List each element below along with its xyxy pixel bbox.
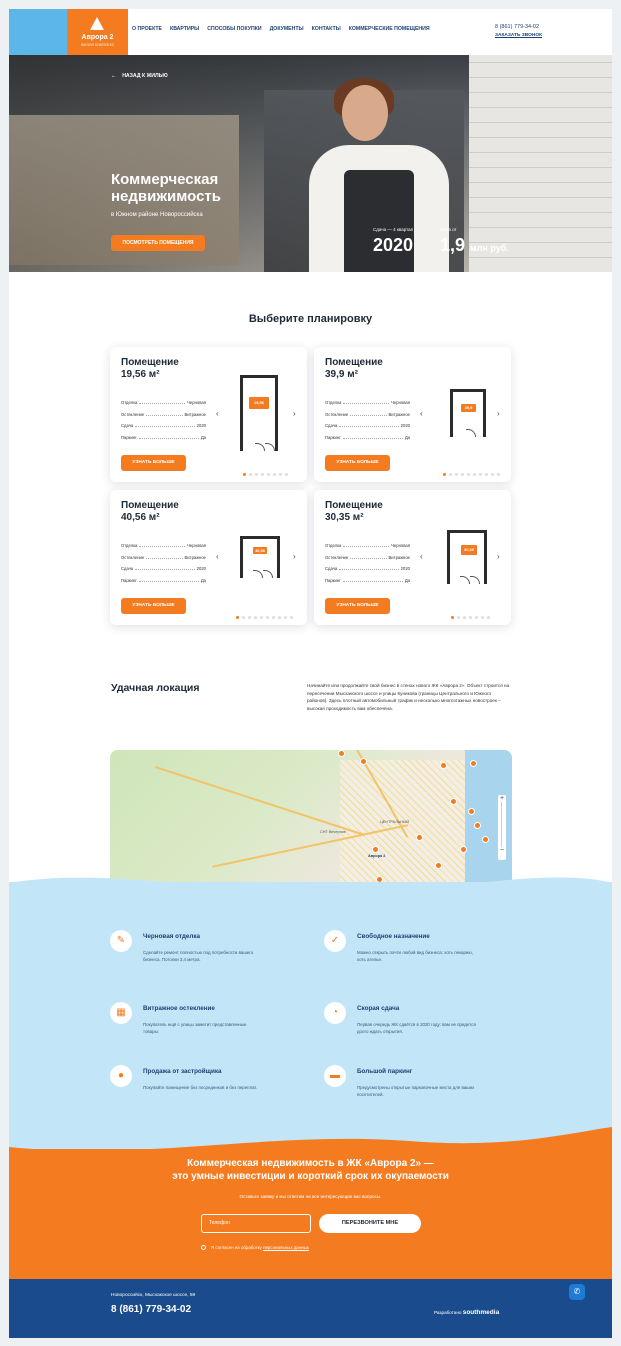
footer (9, 1279, 612, 1338)
chevron-left-icon[interactable]: ‹ (216, 552, 219, 561)
feature-title: Витражное остекление (143, 1005, 215, 1012)
nav-item-commercial[interactable]: КОММЕРЧЕСКИЕ ПОМЕЩЕНИЯ (348, 26, 430, 32)
card-title: Помещение 40,56 м² (121, 500, 179, 523)
chevron-right-icon[interactable]: › (293, 409, 296, 418)
plan-area-tag: 39,9 (461, 404, 476, 412)
floor-plan (240, 375, 278, 451)
view-premises-button[interactable]: ПОСМОТРЕТЬ ПОМЕЩЕНИЯ (111, 235, 205, 251)
feature-title: Черновая отделка (143, 933, 200, 940)
premise-card (314, 347, 511, 482)
logo[interactable] (67, 9, 128, 55)
price-value-row (440, 235, 509, 256)
plan-area-tag: 19,56 (249, 397, 269, 409)
chevron-left-icon[interactable]: ‹ (420, 409, 423, 418)
price-stat (440, 227, 509, 256)
nav-item-purchase[interactable]: СПОСОБЫ ПОКУПКИ (207, 26, 262, 32)
feature-text: Покупайте помещение без посредников и без переплат. (143, 1085, 258, 1090)
card-specs: Отделка Черновая Остекление Витражное Сдача 2020 Паркинг Да (325, 400, 410, 440)
carousel-dots[interactable] (443, 473, 500, 476)
map-road (155, 766, 365, 836)
logo-name: Аврора 2 (81, 34, 114, 41)
premise-card (314, 490, 511, 625)
price-label: Цена от (440, 227, 457, 232)
piggy-bank-icon: ● (110, 1065, 132, 1087)
consent-label: Я согласен на обработку (211, 1245, 262, 1250)
callback-button[interactable]: ПЕРЕЗВОНИТЕ МНЕ (319, 1214, 421, 1233)
hero-subtitle: в Южном районе Новороссийска (111, 212, 203, 218)
map-pin-icon[interactable] (470, 760, 477, 767)
carousel-dots[interactable] (451, 616, 490, 619)
clock-icon: ◔ (324, 1002, 346, 1024)
nav-item-documents[interactable]: ДОКУМЕНТЫ (269, 26, 304, 32)
map-zoom-control[interactable] (498, 795, 506, 860)
personal-data-link[interactable]: персональных данных (263, 1245, 309, 1250)
header (9, 9, 612, 55)
chevron-left-icon[interactable]: ‹ (420, 552, 423, 561)
planning-title: Выберите планировку (248, 313, 373, 325)
map-label: ЦЕНТРАЛЬНЫЙ (380, 820, 410, 824)
map-pin-icon[interactable] (416, 834, 423, 841)
car-icon: ▬ (324, 1065, 346, 1087)
feature-text: Покупатель ещё с улицы заметит представленные товары. (143, 1022, 247, 1034)
location-title: Удачная локация (111, 682, 200, 694)
callback-link[interactable]: ЗАКАЗАТЬ ЗВОНОК (495, 33, 543, 38)
cta-subtitle: Оставьте заявку и мы ответим на все интересующие вас вопросы. (239, 1194, 382, 1199)
premise-card (110, 347, 307, 482)
map-pin-icon[interactable] (440, 762, 447, 769)
map-pin-icon[interactable] (482, 836, 489, 843)
card-specs: Отделка Черновая Остекление Витражное Сдача 2020 Паркинг Да (325, 543, 410, 583)
footer-address: Новороссийск, Мысхакское шоссе, 59 (111, 1293, 196, 1298)
phone-icon[interactable]: ✆ (569, 1284, 585, 1300)
location-text: Начинайте или продолжайте свой бизнес в стенах нового ЖК «Аврора 2». Объект строится на пересечении Мысхакского шоссе и улицы Куникова (границы Центрального и Южного районов). Здесь плотный автомобильный трафик и несколько многоэтажных новостроек – высокая проходимость вам обеспечена. (307, 683, 510, 711)
map-label: СНТ Вечерние (320, 830, 346, 834)
consent-checkbox[interactable] (201, 1245, 309, 1250)
feature-text: Первая очередь ЖК сдаётся в 2020 году: вам не придется долго ждать открытия. (357, 1022, 476, 1034)
map-pin-icon[interactable] (468, 808, 475, 815)
footer-phone[interactable]: 8 (861) 779-34-02 (111, 1304, 192, 1315)
feature-title: Большой паркинг (357, 1068, 413, 1075)
floor-plan (240, 536, 280, 578)
learn-more-button[interactable]: УЗНАТЬ БОЛЬШЕ (325, 455, 390, 471)
wave-divider-orange (9, 1127, 612, 1157)
feature-text: Можно открыть почти любой вид бизнеса: хоть пекарню, хоть ателье. (357, 950, 473, 962)
learn-more-button[interactable]: УЗНАТЬ БОЛЬШЕ (121, 598, 186, 614)
plan-area-tag: 40,56 (254, 548, 265, 553)
zoom-in-icon[interactable]: + (499, 795, 505, 802)
nav-item-apartments[interactable]: КВАРТИРЫ (170, 26, 200, 32)
main-nav (132, 26, 430, 32)
price-value: 1,9 (440, 235, 466, 255)
nav-item-about[interactable]: О ПРОЕКТЕ (132, 26, 163, 32)
chevron-right-icon[interactable]: › (293, 552, 296, 561)
chevron-right-icon[interactable]: › (497, 409, 500, 418)
radio-icon[interactable] (201, 1245, 206, 1250)
map-pin-icon[interactable] (474, 822, 481, 829)
card-title: Помещение 19,56 м² (121, 357, 179, 380)
card-specs: Отделка Черновая Остекление Витражное Сдача 2020 Паркинг Да (121, 400, 206, 440)
floor-plan (450, 389, 486, 437)
feature-text: Предусмотрены открытые парковочные места для ваших посетителей. (357, 1085, 475, 1097)
cta-title: Коммерческая недвижимость в ЖК «Аврора 2» — это умные инвестиции и короткий срок их окупаемости (172, 1158, 449, 1182)
feature-title: Продажа от застройщика (143, 1068, 222, 1075)
nav-item-contacts[interactable]: КОНТАКТЫ (311, 26, 341, 32)
learn-more-button[interactable]: УЗНАТЬ БОЛЬШЕ (325, 598, 390, 614)
logo-mark-icon (90, 17, 104, 30)
back-link[interactable] (111, 73, 168, 79)
logo-subtitle: ЖИЛОЙ КОМПЛЕКС (80, 43, 115, 47)
carousel-dots[interactable] (243, 473, 288, 476)
paint-roller-icon: ✎ (110, 930, 132, 952)
map-pin-icon[interactable] (460, 846, 467, 853)
chevron-right-icon[interactable]: › (497, 552, 500, 561)
zoom-out-icon[interactable]: − (499, 847, 505, 854)
feature-title: Свободное назначение (357, 933, 430, 940)
plan-area-tag: 30,35 (461, 545, 477, 555)
wave-divider (9, 869, 612, 909)
developer-credit[interactable]: Разработано southmedia (434, 1309, 500, 1316)
price-unit: млн руб. (470, 243, 509, 253)
delivery-value: 2020 (373, 235, 414, 255)
arrow-left-icon: ← (111, 73, 117, 79)
hero (9, 55, 612, 272)
map-pin-icon[interactable] (450, 798, 457, 805)
map-label-project: Аврора 2 (368, 854, 386, 858)
chevron-left-icon[interactable]: ‹ (216, 409, 219, 418)
window-icon: ▦ (110, 1002, 132, 1024)
premise-card (110, 490, 307, 625)
map-pin-icon[interactable] (360, 758, 367, 765)
feature-text: Сделайте ремонт полностью под потребности вашего бизнеса. Потолки 3,4 метра. (143, 950, 254, 962)
carousel-dots[interactable] (236, 616, 293, 619)
card-title: Помещение 39,9 м² (325, 357, 383, 380)
delivery-label: Сдача — 4 квартал (373, 227, 414, 232)
back-link-label: НАЗАД К ЖИЛЬЮ (122, 73, 168, 79)
floor-plan (447, 530, 487, 584)
phone-input[interactable]: Телефон (201, 1214, 311, 1233)
map-pin-icon[interactable] (435, 862, 442, 869)
feature-title: Скорая сдача (357, 1005, 400, 1012)
header-phone[interactable]: 8 (861) 779-34-02 (495, 24, 540, 30)
delivery-stat (373, 227, 413, 256)
hero-title: Коммерческая недвижимость (111, 171, 221, 205)
page (9, 9, 612, 1338)
header-accent (9, 9, 67, 55)
card-specs: Отделка Черновая Остекление Витражное Сдача 2020 Паркинг Да (121, 543, 206, 583)
map-pin-icon[interactable] (338, 750, 345, 757)
map-pin-icon[interactable] (372, 846, 379, 853)
card-title: Помещение 30,35 м² (325, 500, 383, 523)
learn-more-button[interactable]: УЗНАТЬ БОЛЬШЕ (121, 455, 186, 471)
check-icon: ✓ (324, 930, 346, 952)
